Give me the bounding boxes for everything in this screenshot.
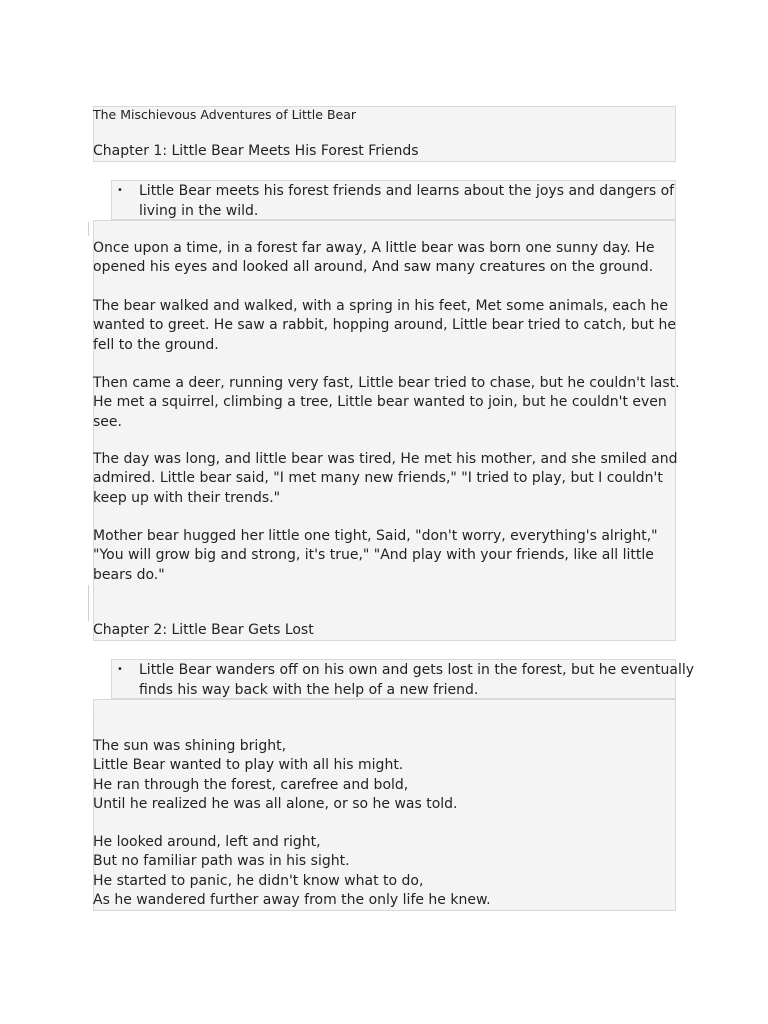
text-line: But no familiar path was in his sight. <box>93 853 350 870</box>
chapter-2-summary-text <box>139 661 695 700</box>
chapter-1-heading: Chapter 1: Little Bear Meets His Forest Friends <box>93 143 419 159</box>
text-line: Mother bear hugged her little one tight, Said, "don't worry, everything's alright," <box>93 528 658 544</box>
text-line: keep up with their trends." <box>93 489 281 506</box>
chapter-2-summary <box>111 659 695 699</box>
chapter-1-paragraph <box>93 239 675 278</box>
summary-line: living in the wild. <box>139 202 259 219</box>
text-line: He met a squirrel, climbing a tree, Little bear wanted to join, but he couldn't even <box>93 394 667 411</box>
chapter-2-heading: Chapter 2: Little Bear Gets Lost <box>93 622 314 638</box>
text-cursor-mark <box>93 718 94 734</box>
chapter-1-paragraph <box>93 297 675 355</box>
chapter-1-summary-text <box>139 182 673 221</box>
text-cursor-mark <box>88 222 89 236</box>
chapter-2-stanza <box>93 737 675 814</box>
text-line: Until he realized he was all alone, or so he was told. <box>93 795 458 812</box>
text-line: As he wandered further away from the only life he knew. <box>93 891 491 908</box>
bullet-icon: • <box>117 664 123 675</box>
text-line: fell to the ground. <box>93 336 219 353</box>
summary-line: Little Bear meets his forest friends and learns about the joys and dangers of <box>139 183 675 199</box>
text-line: Little Bear wanted to play with all his might. <box>93 757 404 774</box>
summary-line: finds his way back with the help of a new friend. <box>139 681 479 698</box>
text-line: wanted to greet. He saw a rabbit, hopping around, Little bear tried to catch, but he <box>93 317 676 334</box>
text-line: He started to panic, he didn't know what to do, <box>93 872 424 889</box>
text-line: "You will grow big and strong, it's true," "And play with your friends, like all little <box>93 547 654 564</box>
text-line: The day was long, and little bear was tired, He met his mother, and she smiled and <box>93 451 678 467</box>
text-line: He looked around, left and right, <box>93 834 321 850</box>
text-line: admired. Little bear said, "I met many new friends," "I tried to play, but I couldn't <box>93 470 663 487</box>
chapter-1-paragraph <box>93 527 675 585</box>
text-line: He ran through the forest, carefree and bold, <box>93 776 409 793</box>
text-line: opened his eyes and looked all around, And saw many creatures on the ground. <box>93 259 654 276</box>
text-line: bears do." <box>93 566 165 583</box>
chapter-1-paragraph <box>93 374 680 432</box>
text-line: The bear walked and walked, with a spring in his feet, Met some animals, each he <box>93 298 668 314</box>
document-title: The Mischievous Adventures of Little Bear <box>93 107 357 122</box>
summary-line: Little Bear wanders off on his own and gets lost in the forest, but he eventually <box>139 662 695 678</box>
chapter-1-paragraph <box>93 450 678 508</box>
text-line: Once upon a time, in a forest far away, A little bear was born one sunny day. He <box>93 240 655 256</box>
text-line: Then came a deer, running very fast, Little bear tried to chase, but he couldn't last. <box>93 375 680 391</box>
chapter-2-stanza <box>93 833 675 910</box>
text-line: The sun was shining bright, <box>93 738 287 754</box>
chapter-1-summary <box>111 180 676 220</box>
bullet-icon: • <box>117 185 123 196</box>
text-line: see. <box>93 413 122 430</box>
text-cursor-mark <box>88 585 89 621</box>
